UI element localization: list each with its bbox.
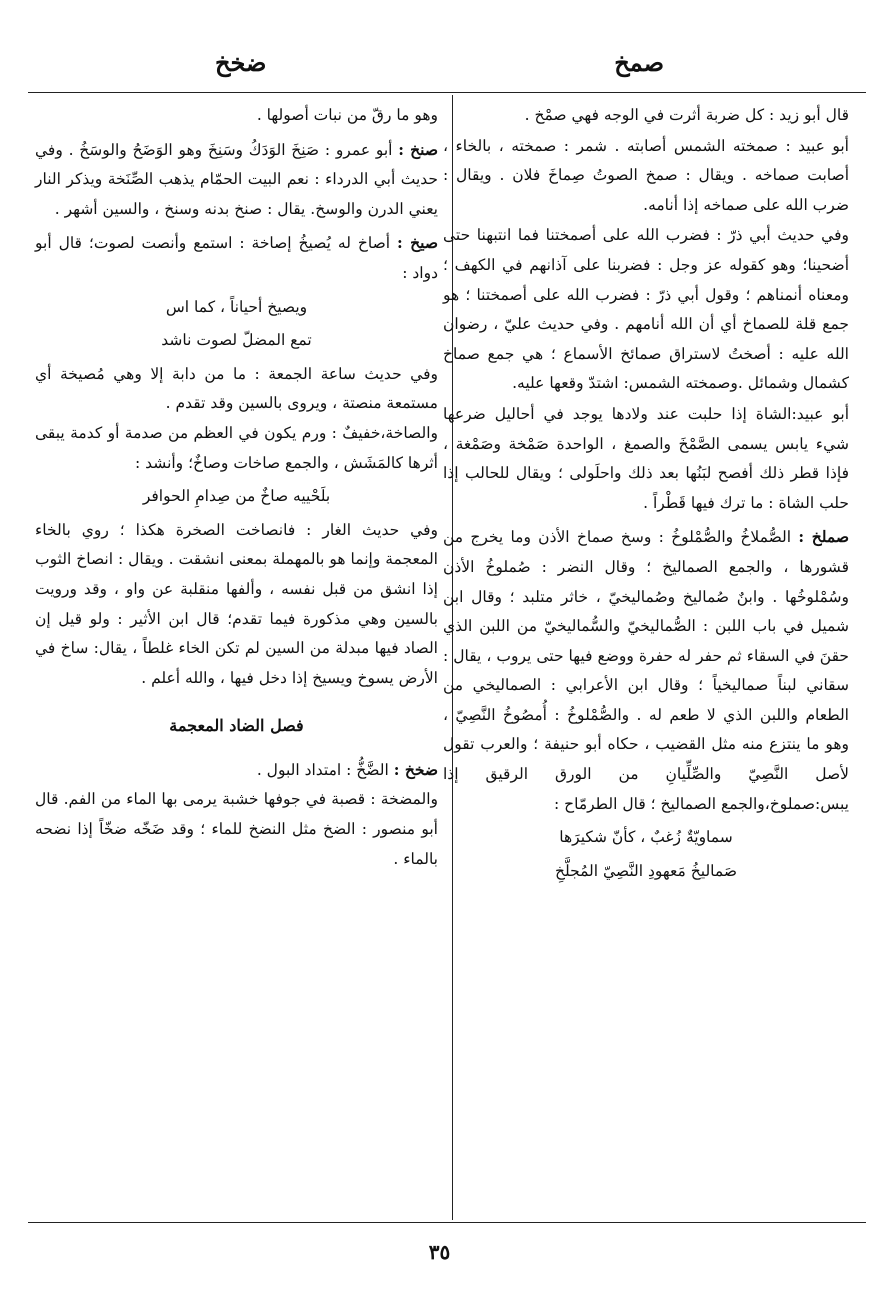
paragraph: وفي حديث الغار : فانصاخت الصخرة هكذا ؛ روي بالخاء المعجمة وإنما هو بالمهملة بمعنى انشقت . ويقال : انصاخ الثوب إذا انشق من قبل نفسه ، وألفها منقلبة عن واو ، وقد ورويت بالسين وهي مذكورة فيما تقدم؛ قال ابن الأثير : ولو قيل إن الصاد فيها مبدلة من السين لم تكن الخاء غلطاً ، يقال: ساخ في الأرض يسوخ ويسيخ إذا دخل فيها ، والله أعلم . xyxy=(35,520,438,687)
verse-line: ويصيخ أحياناً ، كما اس xyxy=(165,297,308,316)
verse-line: بلَحْييه صاخٌ من صِدامِ الحوافر xyxy=(142,487,331,506)
section-title: فصل الضاد المعجمة xyxy=(169,716,304,736)
paragraph: وهو ما رقّ من نبات أصولها . xyxy=(256,106,438,124)
entry-headword: صيخ : xyxy=(397,233,438,253)
verse-line: تمع المضلّ لصوت ناشد xyxy=(161,331,312,350)
entry-headword: صملخ : xyxy=(798,527,849,547)
entry-headword: ضخخ : xyxy=(393,759,438,779)
paragraph: أبو عبيد : صمخته الشمس أصابته . شمر : صمخته ، بالخاء ، أصابت صماخه . ويقال : صمخ الصوتُ صِماخَ فلان . ويقال : ضرب الله على صماخه إذا أنامه. xyxy=(443,136,849,214)
top-rule xyxy=(28,92,866,93)
bottom-rule xyxy=(28,1222,866,1223)
paragraph: أبو عبيد:الشاة إذا حلبت عند ولادها يوجد في أحاليل ضرعها شيء يابس يسمى الصَّمْخَ والصمغ ، الواحدة صَمْخة وصَمْغة ، فإذا قطر ذلك أفصح لبَنُها بعد ذلك واحلَولى ؛ ويقال للحالب إذا حلب الشاة : ما ترك فيها قَطْراً . xyxy=(443,404,849,512)
paragraph: والصاخة،خفيفٌ : ورم يكون في العظم من صدمة أو كدمة يبقى أثرها كالمَشَش ، والجمع صاخات وصاخٌ؛ وأنشد : xyxy=(35,423,438,472)
entry-headword: صنخ : xyxy=(398,139,438,159)
paragraph: وفي حديث ساعة الجمعة : ما من دابة إلا وهي مُصيخة أي مستمعة منصتة ، ويروى بالسين وقد تقدم . xyxy=(35,364,438,413)
verse-line: صَماليخُ مَعهودِ النَّصِيّ المُجلَّخِ xyxy=(554,861,738,880)
page-number: ٣٥ xyxy=(428,1240,451,1264)
header-entry-left: ضخخ xyxy=(215,48,267,77)
paragraph: والمضخة : قصبة في جوفها خشبة يرمى بها الماء من الفم. قال أبو منصور : الضخ مثل النضخ للماء ؛ وقد ضَخّه ضخّاً إذا نضحه بالماء . xyxy=(35,790,438,868)
left-column xyxy=(35,100,438,1217)
right-column xyxy=(443,100,849,1217)
entry-paragraph: صيخ : أصاخ له يُصيخُ إصاخة : استمع وأنصت لصوت؛ قال أبو دواد : xyxy=(35,233,438,282)
verse-line: سماويّةٌ زُغبٌ ، كأنّ شكيرَها xyxy=(559,828,733,847)
paragraph: وفي حديث أبي ذرّ : فضرب الله على أصمختنا فما انتبهنا حتى أضحينا؛ وهو كقوله عز وجل : فضربنا على آذانهم في الكهف ؛ ومعناه أنمناهم ؛ وقول أبي ذرّ : فضرب الله على أصمختنا ؛ هو جمع قلة للصماخ أي أن الله أنامهم . وفي حديث عليّ ، رضوان الله عليه : أصختُ لاستراق صمائخ الأسماع ؛ هي جمع صماخ كشمال وشمائل .وصمخته الشمس: اشتدّ وقعها عليه. xyxy=(443,226,849,393)
entry-paragraph: صنخ : أبو عمرو : صَنِخَ الوَدَكُ وسَنِخَ وهو الوَضَحُ والوسَخُ . وفي حديث أبي الدرداء : نعم البيت الحمّام يذهب الصِّنَخة ويذكر النار يعني الدرن والوسخ. يقال : صنخ بدنه وسنخ ، والسين أشهر . xyxy=(35,139,438,218)
paragraph: قال أبو زيد : كل ضربة أثرت في الوجه فهي صمْخ . xyxy=(524,106,849,124)
entry-paragraph: صملخ : الصُّملاخُ والصُّمْلوخُ : وسخ صماخ الأذن وما يخرج من قشورها ، والجمع الصماليخ ؛ وقال النضر : صُملوخُ الأذن وسُمْلوخُها . وابنٌ صُماليخ وصُماليخيّ ، خاثر متلبد ؛ وقال ابن شميل في باب اللبن : الصُّماليخيّ والسُّماليخيّ من اللبن الذي حقنَ في السقاء ثم حفر له حفرة ووضع فيها حتى يروب ، يقال : سقاني لبناً صماليخياً ؛ وقال ابن الأعرابي : الصماليخي من الطعام واللبن الذي لا طعم له . والصُّمْلوخُ : أُمصُوخُ النَّصِيّ ، وهو ما ينتزع منه مثل القضيب ، حكاه أبو حنيفة ؛ والعرب تقول لأصل النَّصِيّ والصِّلِّيانِ من الورق الرقيق إذا يبس:صملوخ،والجمع الصماليخ ؛ قال الطرمّاح : xyxy=(443,527,849,813)
entry-paragraph: ضخخ : الضَّخُّ : امتداد البول . xyxy=(256,759,438,779)
header-entry-right: صمخ xyxy=(614,48,664,77)
